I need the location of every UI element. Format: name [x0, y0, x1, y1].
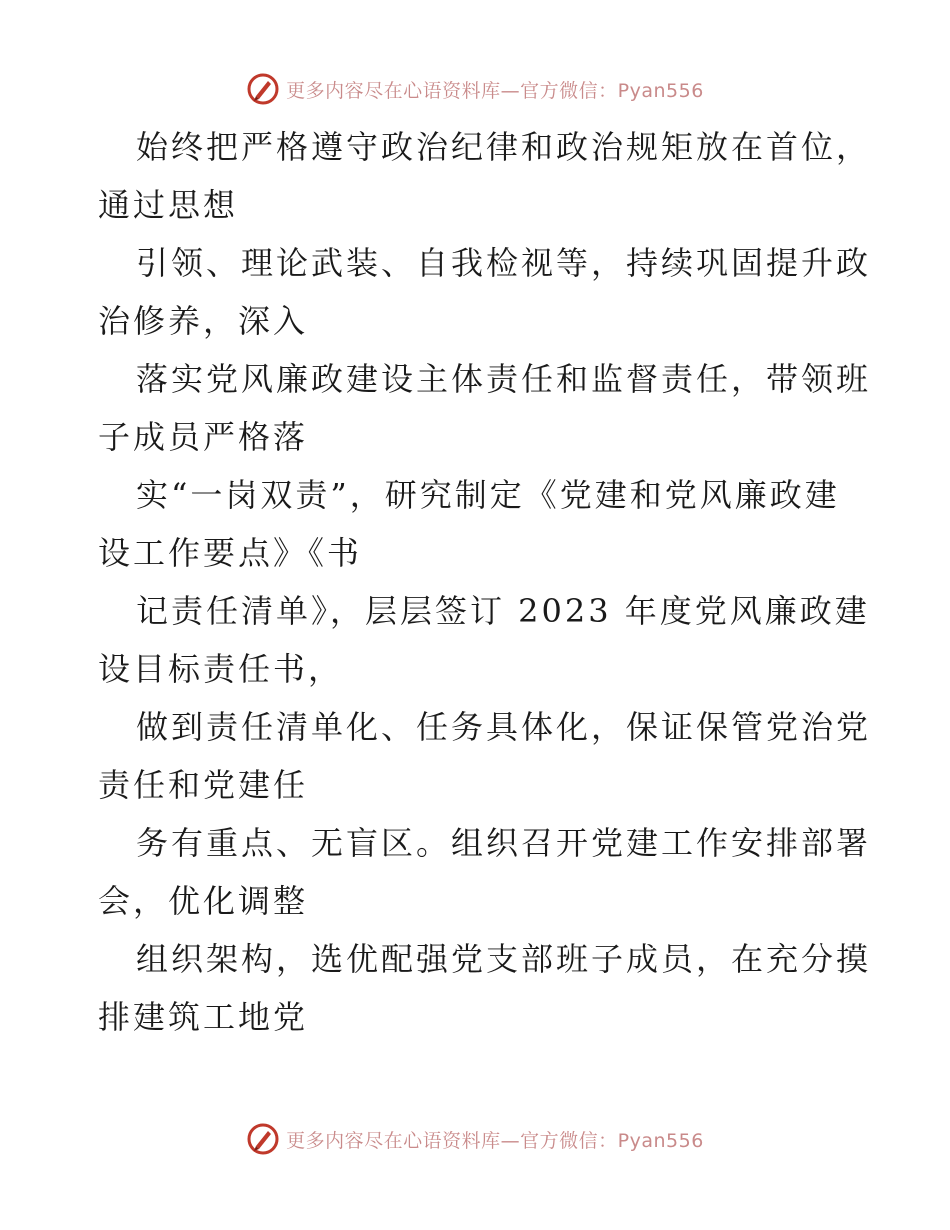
paragraph-line: 记责任清单》，层层签订 2023 年度党风廉政建: [136, 592, 870, 630]
paragraph-line: 会，优化调整: [98, 882, 309, 920]
watermark-text: 更多内容尽在心语资料库—官方微信：Pyan556: [286, 79, 704, 102]
paragraph-line: 设工作要点》《书: [98, 534, 363, 572]
paragraph-line: 子成员严格落: [98, 418, 309, 456]
paragraph: [98, 118, 872, 234]
paragraph-line: 设目标责任书，: [98, 650, 344, 688]
paragraph-line: 组织架构，选优配强党支部班子成员，在充分摸: [136, 940, 872, 978]
paragraph: [98, 814, 872, 930]
paragraph-line: 排建筑工地党: [98, 998, 309, 1036]
paragraph-line: 引领、理论武装、自我检视等，持续巩固提升政: [136, 244, 872, 282]
paragraph-line: 实“一岗双责”，研究制定《党建和党风廉政建: [136, 476, 840, 514]
paragraph-line: 通过思想: [98, 186, 239, 224]
pen-logo-icon: [246, 72, 280, 106]
paragraph-line: 责任和党建任: [98, 766, 309, 804]
paragraph-line: 务有重点、无盲区。组织召开党建工作安排部署: [136, 824, 872, 862]
document-body: [98, 118, 872, 1046]
footer-watermark: [0, 1122, 950, 1156]
paragraph-line: 治修养，深入: [98, 302, 309, 340]
pen-logo-icon: [246, 1122, 280, 1156]
paragraph-line: 做到责任清单化、任务具体化，保证保管党治党: [136, 708, 872, 746]
paragraph: [98, 350, 872, 466]
paragraph: [98, 930, 872, 1046]
paragraph-line: 落实党风廉政建设主体责任和监督责任，带领班: [136, 360, 872, 398]
paragraph: [98, 698, 872, 814]
paragraph: [98, 234, 872, 350]
header-watermark: [0, 72, 950, 106]
watermark-text: 更多内容尽在心语资料库—官方微信：Pyan556: [286, 1129, 704, 1152]
paragraph: [98, 466, 858, 582]
paragraph: [98, 582, 870, 698]
paragraph-line: 始终把严格遵守政治纪律和政治规矩放在首位，: [136, 128, 872, 166]
